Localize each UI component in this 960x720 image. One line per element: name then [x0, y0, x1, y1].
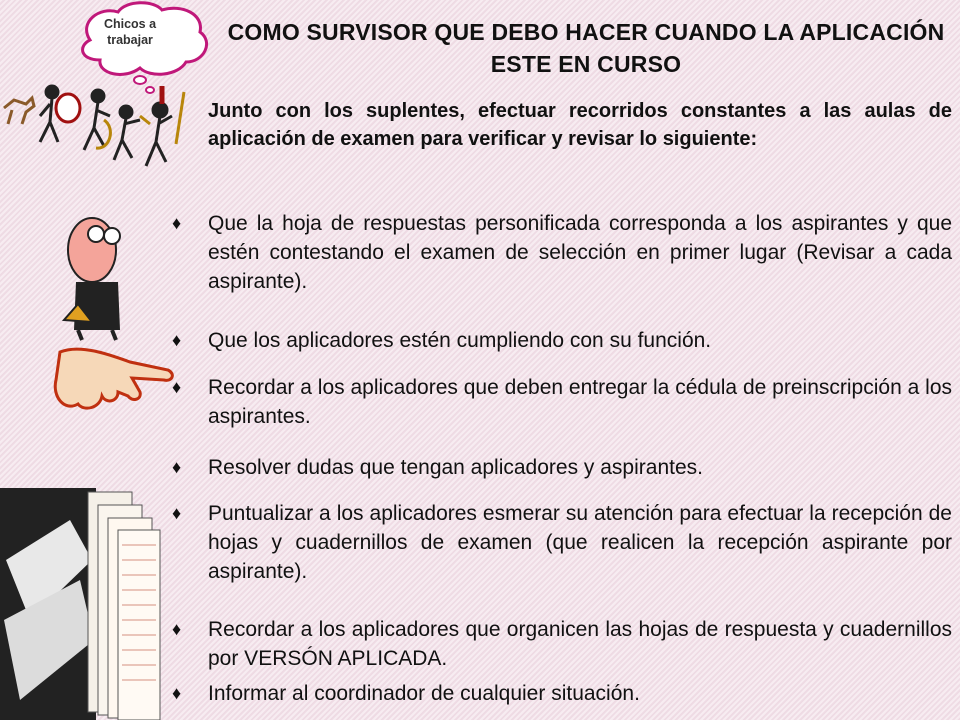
- diamond-bullet-icon: ♦: [172, 457, 182, 477]
- slide-title: COMO SURVISOR QUE DEBO HACER CUANDO LA APLICACIÓN ESTE EN CURSO: [227, 19, 945, 77]
- bullet-text: Recordar a los aplicadores que deben entregar la cédula de preinscripción a los aspirantes.: [208, 376, 952, 428]
- diamond-bullet-icon: ♦: [172, 683, 182, 703]
- bullet-text: Informar al coordinador de cualquier situación.: [208, 682, 640, 705]
- list-item: [172, 615, 952, 673]
- marching-band-icon: [4, 86, 184, 166]
- bullet-text: Que la hoja de respuestas personificada corresponda a los aspirantes y que estén contestando el examen de selección en primer lugar (Revisar a cada aspirante).: [208, 212, 952, 293]
- professor-bell-icon: [64, 218, 120, 340]
- bullet-text: Resolver dudas que tengan aplicadores y aspirantes.: [208, 456, 703, 479]
- diamond-bullet-icon: ♦: [172, 213, 182, 233]
- diamond-bullet-icon: ♦: [172, 503, 182, 523]
- bullet-text: Recordar a los aplicadores que organicen las hojas de respuesta y cuadernillos por VERSÓN APLICADA.: [208, 618, 952, 670]
- diamond-bullet-icon: ♦: [172, 377, 182, 397]
- diamond-bullet-icon: ♦: [172, 330, 182, 350]
- list-item: [172, 209, 952, 296]
- list-item: [172, 326, 952, 355]
- bullet-text: Que los aplicadores estén cumpliendo con su función.: [208, 329, 712, 352]
- list-item: [172, 499, 952, 586]
- pointing-hand-icon: [55, 349, 172, 408]
- diamond-bullet-icon: ♦: [172, 619, 182, 639]
- bullet-text: Puntualizar a los aplicadores esmerar su atención para efectuar la recepción de hojas y cuadernillos de examen (que realicen la recepción aspirante por aspirante).: [208, 502, 952, 583]
- exam-papers-photo: [0, 488, 160, 720]
- list-item: [172, 373, 952, 431]
- list-item: [172, 453, 952, 482]
- cloud-text: Chicos a trabajar: [103, 17, 157, 47]
- intro-paragraph: Junto con los suplentes, efectuar recorridos constantes a las aulas de aplicación de examen para verificar y revisar lo siguiente:: [208, 100, 952, 150]
- list-item: [172, 679, 952, 708]
